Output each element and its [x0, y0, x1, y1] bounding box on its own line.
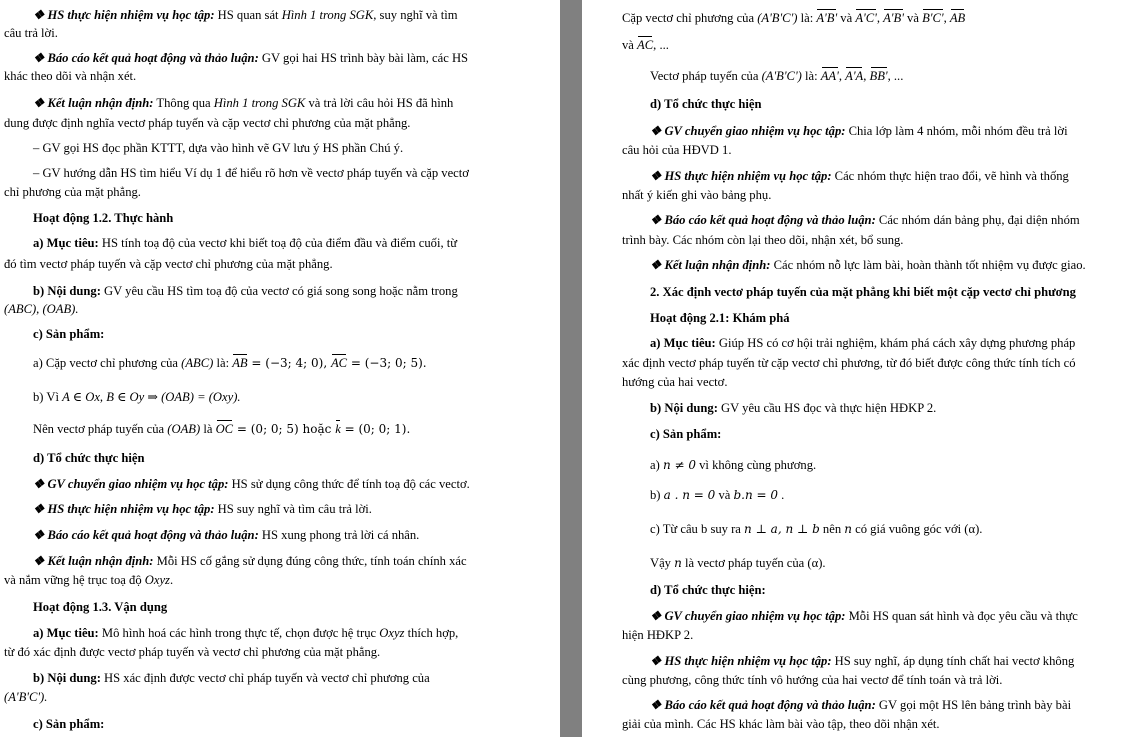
section-heading: 2. Xác định vectơ pháp tuyến của mặt phẳng khi biết một cặp vectơ chỉ phương — [650, 285, 1076, 299]
paragraph-line: dung được định nghĩa vectơ pháp tuyến và cặp vectơ chỉ phương của mặt phẳng. — [4, 116, 411, 130]
section-heading: c) Sản phẩm: — [33, 717, 105, 731]
paragraph-line: câu hỏi của HĐVD 1. — [622, 143, 732, 157]
paragraph-line: ❖ Kết luận nhận định: Thông qua Hình 1 trong SGK và trả lời câu hỏi HS đã hình — [33, 96, 454, 110]
paragraph-line: (ABC), (OAB). — [4, 302, 79, 316]
section-heading: d) Tổ chức thực hiện: — [650, 583, 766, 597]
section-heading: Hoạt động 1.2. Thực hành — [33, 211, 174, 225]
math-line: a) n ≠ 0 vì không cùng phương. — [650, 458, 817, 472]
paragraph-line: ❖ GV chuyển giao nhiệm vụ học tập: Chia lớp làm 4 nhóm, mỗi nhóm đều trả lời — [650, 124, 1068, 138]
paragraph-line: a) Mục tiêu: Mô hình hoá các hình trong thực tế, chọn được hệ trục Oxyz thích hợp, — [33, 626, 459, 640]
paragraph-line: đó tìm vectơ pháp tuyến và cặp vectơ chỉ phương của mặt phẳng. — [4, 257, 333, 271]
math-line: Cặp vectơ chỉ phương của (A'B'C') là: A'B' và A'C', A'B' và B'C', AB — [622, 11, 966, 25]
section-heading: Hoạt động 2.1: Khám phá — [650, 311, 790, 325]
paragraph-line: xác định vectơ pháp tuyến từ cặp vectơ chỉ phương, từ đó biết được công thức tính tích có — [622, 356, 1076, 370]
paragraph-line: (A'B'C'). — [4, 690, 48, 704]
math-line: b) Vì A ∈ Ox, B ∈ Oy ⇒ (OAB) = (Oxy). — [33, 390, 241, 404]
paragraph-line: ❖ Báo cáo kết quả hoạt động và thảo luận: Các nhóm dán bảng phụ, đại diện nhóm — [650, 213, 1080, 227]
paragraph-line: ❖ GV chuyển giao nhiệm vụ học tập: Mỗi HS quan sát hình và đọc yêu cầu và thực — [650, 609, 1078, 623]
paragraph-line: ❖ Báo cáo kết quả hoạt động và thảo luận: GV gọi một HS lên bảng trình bày bài — [650, 698, 1072, 712]
paragraph-line: – GV gọi HS đọc phần KTTT, dựa vào hình vẽ GV lưu ý HS phần Chú ý. — [33, 141, 404, 155]
paragraph-line: b) Nội dung: GV yêu cầu HS đọc và thực hiện HĐKP 2. — [650, 401, 937, 415]
section-heading: c) Sản phẩm: — [33, 327, 105, 341]
paragraph-line: ❖ Kết luận nhận định: Các nhóm nỗ lực làm bài, hoàn thành tốt nhiệm vụ được giao. — [650, 258, 1086, 272]
paragraph-line: từ đó xác định được vectơ pháp tuyến và vectơ chỉ phương của mặt phẳng. — [4, 645, 381, 659]
paragraph-line: câu trả lời. — [4, 26, 58, 40]
document-page-left — [0, 0, 560, 737]
paragraph-line: ❖ HS thực hiện nhiệm vụ học tập: HS suy nghĩ, áp dụng tính chất hai vectơ không — [650, 654, 1075, 668]
paragraph-line: khác theo dõi và nhận xét. — [4, 69, 137, 83]
paragraph-line: trình bày. Các nhóm còn lại theo dõi, nhận xét, bổ sung. — [622, 233, 904, 247]
paragraph-line: ❖ HS thực hiện nhiệm vụ học tập: HS suy nghĩ và tìm câu trả lời. — [33, 502, 372, 516]
paragraph-line: a) Mục tiêu: Giúp HS có cơ hội trải nghiệm, khám phá cách xây dựng phương pháp — [650, 336, 1076, 350]
section-heading: d) Tổ chức thực hiện — [650, 97, 762, 111]
paragraph-line: ❖ Báo cáo kết quả hoạt động và thảo luận: HS xung phong trả lời cá nhân. — [33, 528, 420, 542]
math-line: Vậy n là vectơ pháp tuyến của (α). — [650, 556, 826, 570]
section-heading: d) Tổ chức thực hiện — [33, 451, 145, 465]
math-line: b) a . n = 0 và b.n = 0 . — [650, 488, 785, 502]
paragraph-line: và nắm vững hệ trục toạ độ Oxyz. — [4, 573, 174, 587]
math-line: Nên vectơ pháp tuyến của (OAB) là OC = (0; 0; 5) hoặc k = (0; 0; 1). — [33, 422, 411, 436]
paragraph-line: nhất ý kiến ghi vào bảng phụ. — [622, 188, 772, 202]
paragraph-line: chỉ phương của mặt phẳng. — [4, 185, 141, 199]
paragraph-line: cùng phương, công thức tính vô hướng của hai vectơ để tính toán và trả lời. — [622, 673, 1003, 687]
paragraph-line: ❖ GV chuyển giao nhiệm vụ học tập: HS sử dụng công thức để tính toạ độ các vectơ. — [33, 477, 470, 491]
math-line: Vectơ pháp tuyến của (A'B'C') là: AA', A'A, BB', ... — [650, 69, 904, 83]
paragraph-line: b) Nội dung: GV yêu cầu HS tìm toạ độ của vectơ có giá song song hoặc nằm trong — [33, 284, 458, 298]
paragraph-line: giải của mình. Các HS khác làm bài vào tập, theo dõi nhận xét. — [622, 717, 940, 731]
section-heading: Hoạt động 1.3. Vận dụng — [33, 600, 168, 614]
math-line: c) Từ câu b suy ra n ⊥ a, n ⊥ b nên n có giá vuông góc với (α). — [650, 522, 983, 536]
math-line: và AC, ... — [622, 38, 669, 52]
paragraph-line: ❖ Kết luận nhận định: Mỗi HS cố gắng sử dụng đúng công thức, tính toán chính xác — [33, 554, 467, 568]
section-heading: c) Sản phẩm: — [650, 427, 722, 441]
paragraph-line: hướng của hai vectơ. — [622, 375, 728, 389]
paragraph-line: ❖ HS thực hiện nhiệm vụ học tập: HS quan sát Hình 1 trong SGK, suy nghĩ và tìm — [33, 8, 458, 22]
paragraph-line: ❖ HS thực hiện nhiệm vụ học tập: Các nhóm thực hiện trao đổi, vẽ hình và thống — [650, 169, 1069, 183]
math-line: a) Cặp vectơ chỉ phương của (ABC) là: AB = (−3; 4; 0), AC = (−3; 0; 5). — [33, 356, 427, 370]
document-page-right — [582, 0, 1142, 737]
paragraph-line: hiện HĐKP 2. — [622, 628, 694, 642]
paragraph-line: ❖ Báo cáo kết quả hoạt động và thảo luận: GV gọi hai HS trình bày bài làm, các HS — [33, 51, 469, 65]
paragraph-line: a) Mục tiêu: HS tính toạ độ của vectơ khi biết toạ độ của điểm đầu và điểm cuối, từ — [33, 236, 458, 250]
paragraph-line: b) Nội dung: HS xác định được vectơ chỉ pháp tuyến và vectơ chỉ phương của — [33, 671, 430, 685]
paragraph-line: – GV hướng dẫn HS tìm hiểu Ví dụ 1 để hiểu rõ hơn về vectơ pháp tuyến và cặp vectơ — [33, 166, 469, 180]
